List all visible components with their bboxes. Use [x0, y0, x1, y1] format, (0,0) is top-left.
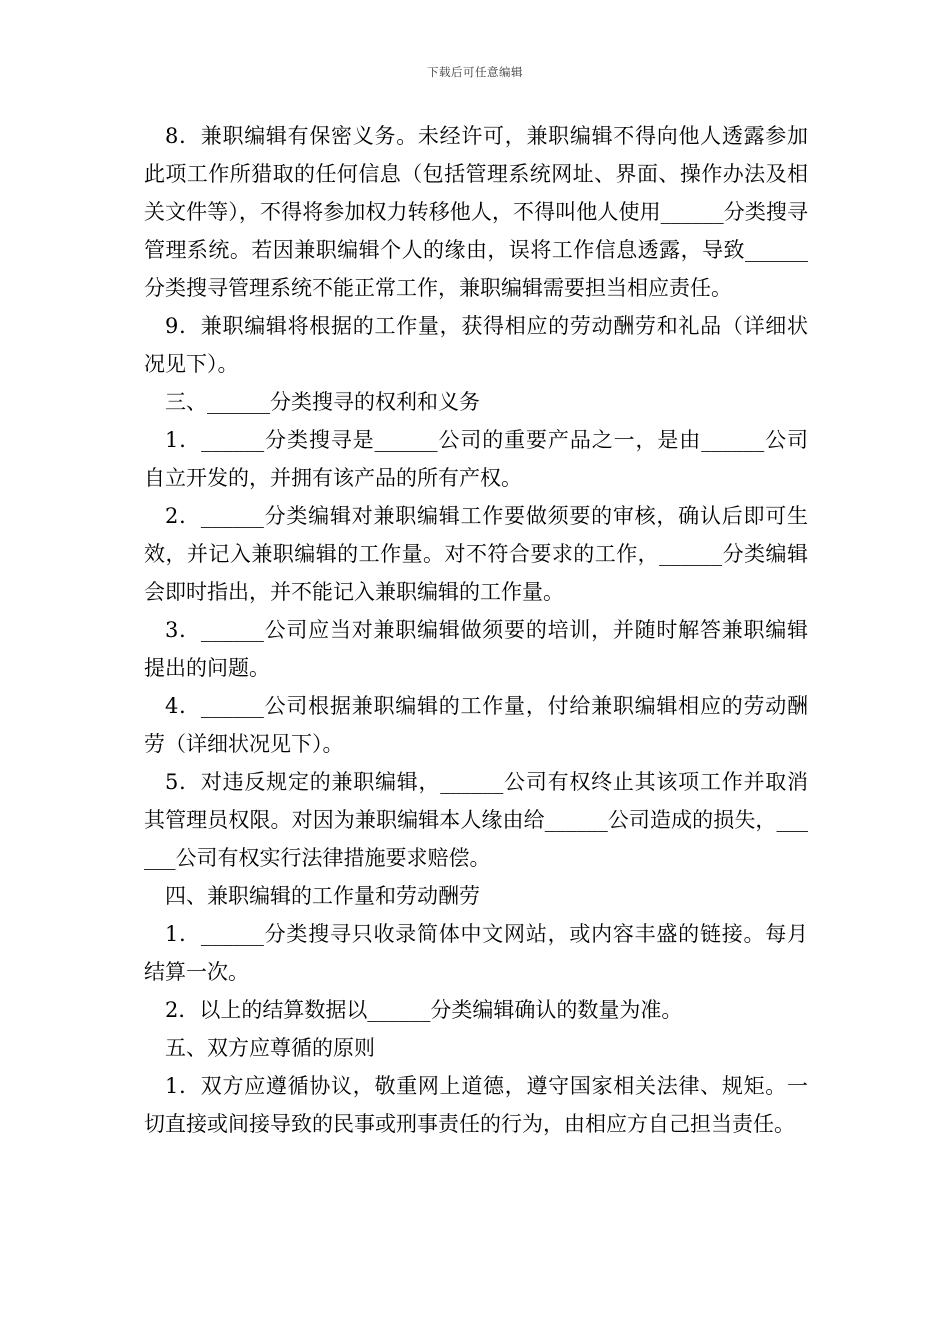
section-4-clause-1: 1．______分类搜寻只收录简体中文网站，或内容丰盛的链接。每月结算一次。 [144, 922, 808, 984]
section-4-clause-2: 2．以上的结算数据以______分类编辑确认的数量为准。 [165, 998, 683, 1022]
document-body [144, 117, 808, 1143]
page-header: 下载后可任意编辑 [427, 65, 523, 79]
clause-9: 9．兼职编辑将根据的工作量，获得相应的劳动酬劳和礼品（详细状况见下）。 [144, 314, 808, 376]
clause-8: 8．兼职编辑有保密义务。未经许可，兼职编辑不得向他人透露参加此项工作所猎取的任何信息（包括管理系统网址、界面、操作办法及相关文件等），不得将参加权力转移他人，不得叫他人使用______分类搜寻管理系统。若因兼职编辑个人的缘由，误将工作信息透露，导致______分类搜寻管理系统不能正常工作，兼职编辑需要担当相应责任。 [144, 124, 808, 300]
section-4-heading: 四、兼职编辑的工作量和劳动酬劳 [165, 884, 480, 908]
section-3-clause-4: 4．______公司根据兼职编辑的工作量，付给兼职编辑相应的劳动酬劳（详细状况见下）。 [144, 694, 808, 756]
section-3-clause-1: 1．______分类搜寻是______公司的重要产品之一，是由______公司自立开发的，并拥有该产品的所有产权。 [144, 428, 808, 490]
section-3-clause-5: 5．对违反规定的兼职编辑，______公司有权终止其该项工作并取消其管理员权限。对因为兼职编辑本人缘由给______公司造成的损失，______公司有权实行法律措施要求赔偿。 [144, 770, 808, 870]
section-3-clause-2: 2．______分类编辑对兼职编辑工作要做须要的审核，确认后即可生效，并记入兼职编辑的工作量。对不符合要求的工作，______分类编辑会即时指出，并不能记入兼职编辑的工作量。 [144, 504, 808, 604]
section-5-clause-1: 1．双方应遵循协议，敬重网上道德，遵守国家相关法律、规矩。一切直接或间接导致的民事或刑事责任的行为，由相应方自己担当责任。 [144, 1074, 808, 1136]
section-3-clause-3: 3．______公司应当对兼职编辑做须要的培训，并随时解答兼职编辑提出的问题。 [144, 618, 808, 680]
section-3-heading: 三、______分类搜寻的权利和义务 [165, 390, 480, 414]
section-5-heading: 五、双方应尊循的原则 [165, 1036, 375, 1060]
